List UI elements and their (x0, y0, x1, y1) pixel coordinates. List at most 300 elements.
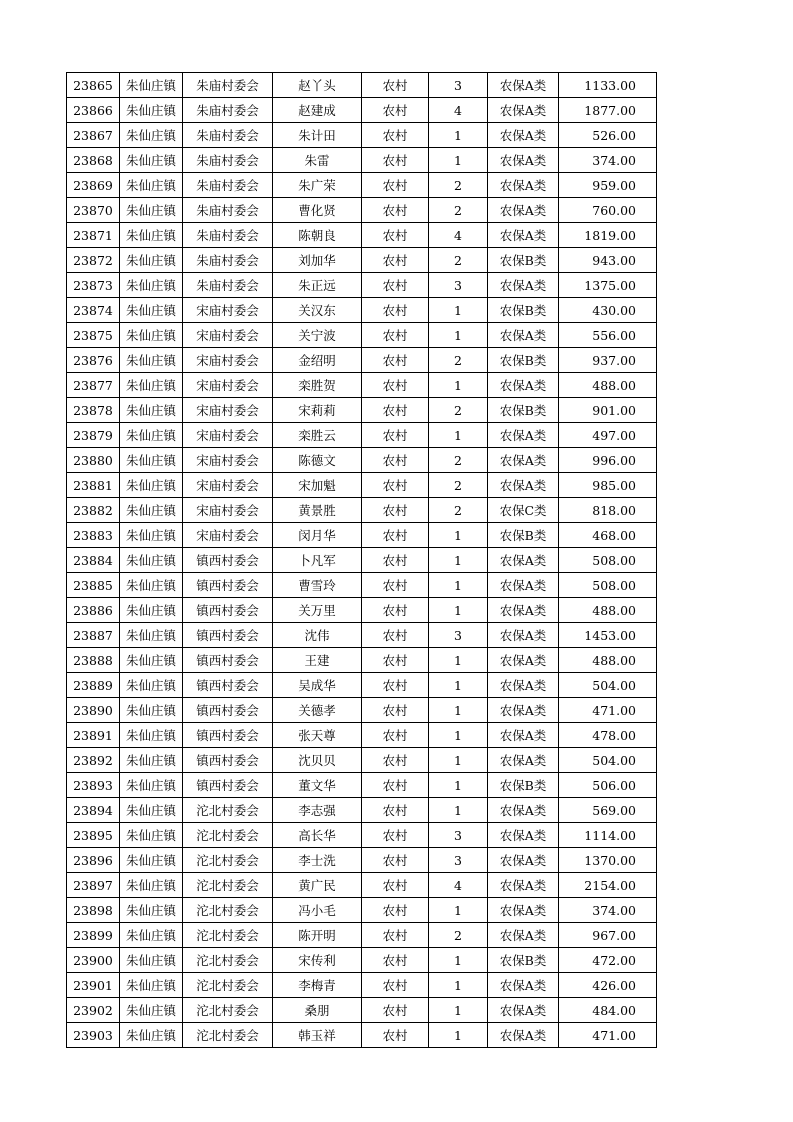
serial-number-cell: 23873 (67, 273, 120, 298)
village-committee-cell: 朱庙村委会 (183, 198, 273, 223)
village-committee-cell: 朱庙村委会 (183, 173, 273, 198)
category-cell: 农保A类 (488, 273, 559, 298)
serial-number-cell: 23901 (67, 973, 120, 998)
category-cell: 农保B类 (488, 298, 559, 323)
category-cell: 农保A类 (488, 598, 559, 623)
serial-number-cell: 23887 (67, 623, 120, 648)
serial-number-cell: 23891 (67, 723, 120, 748)
town-cell: 朱仙庄镇 (120, 348, 183, 373)
town-cell: 朱仙庄镇 (120, 473, 183, 498)
name-cell: 宋莉莉 (273, 398, 362, 423)
table-row (67, 823, 657, 848)
town-cell: 朱仙庄镇 (120, 648, 183, 673)
amount-cell: 818.00 (559, 498, 657, 523)
area-type-cell: 农村 (362, 298, 429, 323)
serial-number-cell: 23867 (67, 123, 120, 148)
name-cell: 金绍明 (273, 348, 362, 373)
area-type-cell: 农村 (362, 73, 429, 98)
amount-cell: 556.00 (559, 323, 657, 348)
serial-number-cell: 23880 (67, 448, 120, 473)
household-count-cell: 1 (429, 1023, 488, 1048)
household-count-cell: 1 (429, 548, 488, 573)
table-row (67, 348, 657, 373)
category-cell: 农保A类 (488, 573, 559, 598)
amount-cell: 1370.00 (559, 848, 657, 873)
area-type-cell: 农村 (362, 573, 429, 598)
household-count-cell: 2 (429, 923, 488, 948)
village-committee-cell: 朱庙村委会 (183, 98, 273, 123)
town-cell: 朱仙庄镇 (120, 273, 183, 298)
household-count-cell: 1 (429, 373, 488, 398)
category-cell: 农保A类 (488, 123, 559, 148)
table-row (67, 98, 657, 123)
amount-cell: 937.00 (559, 348, 657, 373)
category-cell: 农保B类 (488, 398, 559, 423)
amount-cell: 526.00 (559, 123, 657, 148)
household-count-cell: 2 (429, 473, 488, 498)
category-cell: 农保B类 (488, 948, 559, 973)
table-row (67, 373, 657, 398)
town-cell: 朱仙庄镇 (120, 798, 183, 823)
area-type-cell: 农村 (362, 623, 429, 648)
serial-number-cell: 23898 (67, 898, 120, 923)
town-cell: 朱仙庄镇 (120, 773, 183, 798)
village-committee-cell: 镇西村委会 (183, 773, 273, 798)
village-committee-cell: 沱北村委会 (183, 873, 273, 898)
category-cell: 农保A类 (488, 648, 559, 673)
serial-number-cell: 23893 (67, 773, 120, 798)
amount-cell: 374.00 (559, 148, 657, 173)
household-count-cell: 1 (429, 898, 488, 923)
serial-number-cell: 23878 (67, 398, 120, 423)
household-count-cell: 1 (429, 298, 488, 323)
area-type-cell: 农村 (362, 498, 429, 523)
household-count-cell: 3 (429, 73, 488, 98)
village-committee-cell: 镇西村委会 (183, 598, 273, 623)
name-cell: 李梅青 (273, 973, 362, 998)
area-type-cell: 农村 (362, 973, 429, 998)
town-cell: 朱仙庄镇 (120, 1023, 183, 1048)
amount-cell: 430.00 (559, 298, 657, 323)
area-type-cell: 农村 (362, 98, 429, 123)
amount-cell: 760.00 (559, 198, 657, 223)
category-cell: 农保A类 (488, 698, 559, 723)
town-cell: 朱仙庄镇 (120, 248, 183, 273)
name-cell: 朱计田 (273, 123, 362, 148)
area-type-cell: 农村 (362, 198, 429, 223)
town-cell: 朱仙庄镇 (120, 398, 183, 423)
category-cell: 农保A类 (488, 373, 559, 398)
category-cell: 农保A类 (488, 998, 559, 1023)
town-cell: 朱仙庄镇 (120, 373, 183, 398)
town-cell: 朱仙庄镇 (120, 173, 183, 198)
household-count-cell: 2 (429, 348, 488, 373)
village-committee-cell: 沱北村委会 (183, 798, 273, 823)
area-type-cell: 农村 (362, 398, 429, 423)
serial-number-cell: 23895 (67, 823, 120, 848)
name-cell: 陈开明 (273, 923, 362, 948)
household-count-cell: 1 (429, 723, 488, 748)
village-committee-cell: 朱庙村委会 (183, 223, 273, 248)
household-count-cell: 1 (429, 148, 488, 173)
category-cell: 农保A类 (488, 723, 559, 748)
village-committee-cell: 镇西村委会 (183, 648, 273, 673)
category-cell: 农保A类 (488, 673, 559, 698)
village-committee-cell: 镇西村委会 (183, 673, 273, 698)
amount-cell: 967.00 (559, 923, 657, 948)
household-count-cell: 4 (429, 223, 488, 248)
village-committee-cell: 沱北村委会 (183, 848, 273, 873)
name-cell: 张天尊 (273, 723, 362, 748)
category-cell: 农保A类 (488, 448, 559, 473)
category-cell: 农保A类 (488, 823, 559, 848)
village-committee-cell: 宋庙村委会 (183, 498, 273, 523)
area-type-cell: 农村 (362, 748, 429, 773)
category-cell: 农保A类 (488, 973, 559, 998)
amount-cell: 1453.00 (559, 623, 657, 648)
town-cell: 朱仙庄镇 (120, 698, 183, 723)
serial-number-cell: 23900 (67, 948, 120, 973)
serial-number-cell: 23874 (67, 298, 120, 323)
area-type-cell: 农村 (362, 648, 429, 673)
name-cell: 闵月华 (273, 523, 362, 548)
household-count-cell: 1 (429, 748, 488, 773)
area-type-cell: 农村 (362, 223, 429, 248)
village-committee-cell: 镇西村委会 (183, 623, 273, 648)
table-row (67, 598, 657, 623)
name-cell: 刘加华 (273, 248, 362, 273)
serial-number-cell: 23902 (67, 998, 120, 1023)
table-row (67, 923, 657, 948)
town-cell: 朱仙庄镇 (120, 673, 183, 698)
amount-cell: 488.00 (559, 598, 657, 623)
area-type-cell: 农村 (362, 323, 429, 348)
village-committee-cell: 沱北村委会 (183, 823, 273, 848)
amount-cell: 472.00 (559, 948, 657, 973)
name-cell: 关万里 (273, 598, 362, 623)
town-cell: 朱仙庄镇 (120, 998, 183, 1023)
village-committee-cell: 宋庙村委会 (183, 298, 273, 323)
town-cell: 朱仙庄镇 (120, 948, 183, 973)
amount-cell: 468.00 (559, 523, 657, 548)
amount-cell: 484.00 (559, 998, 657, 1023)
serial-number-cell: 23869 (67, 173, 120, 198)
name-cell: 关宁波 (273, 323, 362, 348)
area-type-cell: 农村 (362, 723, 429, 748)
amount-cell: 488.00 (559, 373, 657, 398)
category-cell: 农保B类 (488, 348, 559, 373)
household-count-cell: 1 (429, 698, 488, 723)
table-row (67, 173, 657, 198)
household-count-cell: 2 (429, 498, 488, 523)
table-row (67, 523, 657, 548)
name-cell: 冯小毛 (273, 898, 362, 923)
household-count-cell: 1 (429, 948, 488, 973)
household-count-cell: 2 (429, 398, 488, 423)
town-cell: 朱仙庄镇 (120, 898, 183, 923)
table-row (67, 573, 657, 598)
household-count-cell: 2 (429, 198, 488, 223)
household-count-cell: 1 (429, 648, 488, 673)
category-cell: 农保A类 (488, 623, 559, 648)
table-row (67, 323, 657, 348)
town-cell: 朱仙庄镇 (120, 123, 183, 148)
name-cell: 韩玉祥 (273, 1023, 362, 1048)
household-count-cell: 1 (429, 798, 488, 823)
name-cell: 黄景胜 (273, 498, 362, 523)
area-type-cell: 农村 (362, 423, 429, 448)
area-type-cell: 农村 (362, 798, 429, 823)
category-cell: 农保A类 (488, 748, 559, 773)
village-committee-cell: 沱北村委会 (183, 948, 273, 973)
table-row (67, 748, 657, 773)
table-row (67, 273, 657, 298)
category-cell: 农保A类 (488, 198, 559, 223)
household-count-cell: 1 (429, 123, 488, 148)
table-row (67, 248, 657, 273)
area-type-cell: 农村 (362, 373, 429, 398)
village-committee-cell: 沱北村委会 (183, 998, 273, 1023)
area-type-cell: 农村 (362, 898, 429, 923)
name-cell: 李志强 (273, 798, 362, 823)
area-type-cell: 农村 (362, 448, 429, 473)
category-cell: 农保A类 (488, 223, 559, 248)
household-count-cell: 3 (429, 623, 488, 648)
table-row (67, 948, 657, 973)
name-cell: 宋加魁 (273, 473, 362, 498)
name-cell: 桑朋 (273, 998, 362, 1023)
area-type-cell: 农村 (362, 148, 429, 173)
town-cell: 朱仙庄镇 (120, 148, 183, 173)
serial-number-cell: 23866 (67, 98, 120, 123)
amount-cell: 488.00 (559, 648, 657, 673)
name-cell: 沈贝贝 (273, 748, 362, 773)
amount-cell: 426.00 (559, 973, 657, 998)
town-cell: 朱仙庄镇 (120, 748, 183, 773)
area-type-cell: 农村 (362, 173, 429, 198)
town-cell: 朱仙庄镇 (120, 223, 183, 248)
name-cell: 陈朝良 (273, 223, 362, 248)
town-cell: 朱仙庄镇 (120, 73, 183, 98)
amount-cell: 996.00 (559, 448, 657, 473)
name-cell: 关汉东 (273, 298, 362, 323)
village-committee-cell: 朱庙村委会 (183, 123, 273, 148)
amount-cell: 901.00 (559, 398, 657, 423)
name-cell: 曹化贤 (273, 198, 362, 223)
table-row (67, 398, 657, 423)
town-cell: 朱仙庄镇 (120, 598, 183, 623)
category-cell: 农保A类 (488, 548, 559, 573)
category-cell: 农保A类 (488, 848, 559, 873)
amount-cell: 497.00 (559, 423, 657, 448)
serial-number-cell: 23877 (67, 373, 120, 398)
area-type-cell: 农村 (362, 123, 429, 148)
village-committee-cell: 镇西村委会 (183, 723, 273, 748)
household-count-cell: 1 (429, 998, 488, 1023)
category-cell: 农保A类 (488, 173, 559, 198)
amount-cell: 985.00 (559, 473, 657, 498)
table-row (67, 1023, 657, 1048)
amount-cell: 471.00 (559, 1023, 657, 1048)
serial-number-cell: 23871 (67, 223, 120, 248)
name-cell: 朱雷 (273, 148, 362, 173)
amount-cell: 508.00 (559, 573, 657, 598)
records-table-body (67, 73, 657, 1048)
amount-cell: 1133.00 (559, 73, 657, 98)
village-committee-cell: 镇西村委会 (183, 698, 273, 723)
category-cell: 农保B类 (488, 773, 559, 798)
village-committee-cell: 宋庙村委会 (183, 373, 273, 398)
table-row (67, 973, 657, 998)
amount-cell: 506.00 (559, 773, 657, 798)
serial-number-cell: 23868 (67, 148, 120, 173)
town-cell: 朱仙庄镇 (120, 548, 183, 573)
table-row (67, 148, 657, 173)
village-committee-cell: 朱庙村委会 (183, 73, 273, 98)
town-cell: 朱仙庄镇 (120, 423, 183, 448)
category-cell: 农保A类 (488, 98, 559, 123)
household-count-cell: 1 (429, 423, 488, 448)
area-type-cell: 农村 (362, 1023, 429, 1048)
serial-number-cell: 23886 (67, 598, 120, 623)
town-cell: 朱仙庄镇 (120, 448, 183, 473)
serial-number-cell: 23876 (67, 348, 120, 373)
household-count-cell: 1 (429, 673, 488, 698)
table-row (67, 773, 657, 798)
area-type-cell: 农村 (362, 348, 429, 373)
serial-number-cell: 23875 (67, 323, 120, 348)
table-row (67, 298, 657, 323)
category-cell: 农保A类 (488, 873, 559, 898)
town-cell: 朱仙庄镇 (120, 823, 183, 848)
area-type-cell: 农村 (362, 673, 429, 698)
amount-cell: 1375.00 (559, 273, 657, 298)
area-type-cell: 农村 (362, 273, 429, 298)
amount-cell: 943.00 (559, 248, 657, 273)
category-cell: 农保A类 (488, 1023, 559, 1048)
area-type-cell: 农村 (362, 248, 429, 273)
table-row (67, 198, 657, 223)
name-cell: 卜凡军 (273, 548, 362, 573)
household-count-cell: 3 (429, 823, 488, 848)
serial-number-cell: 23879 (67, 423, 120, 448)
table-row (67, 548, 657, 573)
name-cell: 曹雪玲 (273, 573, 362, 598)
amount-cell: 471.00 (559, 698, 657, 723)
serial-number-cell: 23884 (67, 548, 120, 573)
name-cell: 关德孝 (273, 698, 362, 723)
category-cell: 农保A类 (488, 798, 559, 823)
table-row (67, 723, 657, 748)
serial-number-cell: 23892 (67, 748, 120, 773)
town-cell: 朱仙庄镇 (120, 848, 183, 873)
village-committee-cell: 宋庙村委会 (183, 348, 273, 373)
village-committee-cell: 宋庙村委会 (183, 423, 273, 448)
area-type-cell: 农村 (362, 873, 429, 898)
amount-cell: 959.00 (559, 173, 657, 198)
serial-number-cell: 23894 (67, 798, 120, 823)
table-row (67, 73, 657, 98)
village-committee-cell: 宋庙村委会 (183, 473, 273, 498)
name-cell: 宋传利 (273, 948, 362, 973)
amount-cell: 374.00 (559, 898, 657, 923)
table-row (67, 623, 657, 648)
town-cell: 朱仙庄镇 (120, 198, 183, 223)
name-cell: 董文华 (273, 773, 362, 798)
village-committee-cell: 镇西村委会 (183, 748, 273, 773)
household-count-cell: 1 (429, 323, 488, 348)
name-cell: 赵丫头 (273, 73, 362, 98)
table-row (67, 648, 657, 673)
table-row (67, 698, 657, 723)
serial-number-cell: 23903 (67, 1023, 120, 1048)
name-cell: 赵建成 (273, 98, 362, 123)
amount-cell: 508.00 (559, 548, 657, 573)
serial-number-cell: 23896 (67, 848, 120, 873)
category-cell: 农保A类 (488, 898, 559, 923)
household-count-cell: 1 (429, 523, 488, 548)
town-cell: 朱仙庄镇 (120, 298, 183, 323)
household-count-cell: 2 (429, 173, 488, 198)
village-committee-cell: 朱庙村委会 (183, 273, 273, 298)
amount-cell: 478.00 (559, 723, 657, 748)
village-committee-cell: 沱北村委会 (183, 898, 273, 923)
records-table (66, 72, 657, 1048)
town-cell: 朱仙庄镇 (120, 873, 183, 898)
category-cell: 农保A类 (488, 473, 559, 498)
serial-number-cell: 23889 (67, 673, 120, 698)
amount-cell: 1114.00 (559, 823, 657, 848)
town-cell: 朱仙庄镇 (120, 623, 183, 648)
town-cell: 朱仙庄镇 (120, 98, 183, 123)
town-cell: 朱仙庄镇 (120, 498, 183, 523)
village-committee-cell: 镇西村委会 (183, 548, 273, 573)
area-type-cell: 农村 (362, 848, 429, 873)
table-row (67, 998, 657, 1023)
name-cell: 朱广荣 (273, 173, 362, 198)
amount-cell: 1877.00 (559, 98, 657, 123)
village-committee-cell: 朱庙村委会 (183, 248, 273, 273)
category-cell: 农保A类 (488, 923, 559, 948)
amount-cell: 504.00 (559, 748, 657, 773)
village-committee-cell: 宋庙村委会 (183, 448, 273, 473)
amount-cell: 569.00 (559, 798, 657, 823)
household-count-cell: 1 (429, 598, 488, 623)
area-type-cell: 农村 (362, 473, 429, 498)
town-cell: 朱仙庄镇 (120, 573, 183, 598)
area-type-cell: 农村 (362, 773, 429, 798)
name-cell: 陈德文 (273, 448, 362, 473)
serial-number-cell: 23899 (67, 923, 120, 948)
table-row (67, 123, 657, 148)
area-type-cell: 农村 (362, 598, 429, 623)
serial-number-cell: 23882 (67, 498, 120, 523)
category-cell: 农保B类 (488, 248, 559, 273)
table-row (67, 898, 657, 923)
table-row (67, 798, 657, 823)
name-cell: 沈伟 (273, 623, 362, 648)
serial-number-cell: 23872 (67, 248, 120, 273)
serial-number-cell: 23885 (67, 573, 120, 598)
village-committee-cell: 宋庙村委会 (183, 323, 273, 348)
category-cell: 农保A类 (488, 423, 559, 448)
table-row (67, 423, 657, 448)
area-type-cell: 农村 (362, 823, 429, 848)
serial-number-cell: 23897 (67, 873, 120, 898)
name-cell: 李士洗 (273, 848, 362, 873)
town-cell: 朱仙庄镇 (120, 973, 183, 998)
area-type-cell: 农村 (362, 923, 429, 948)
